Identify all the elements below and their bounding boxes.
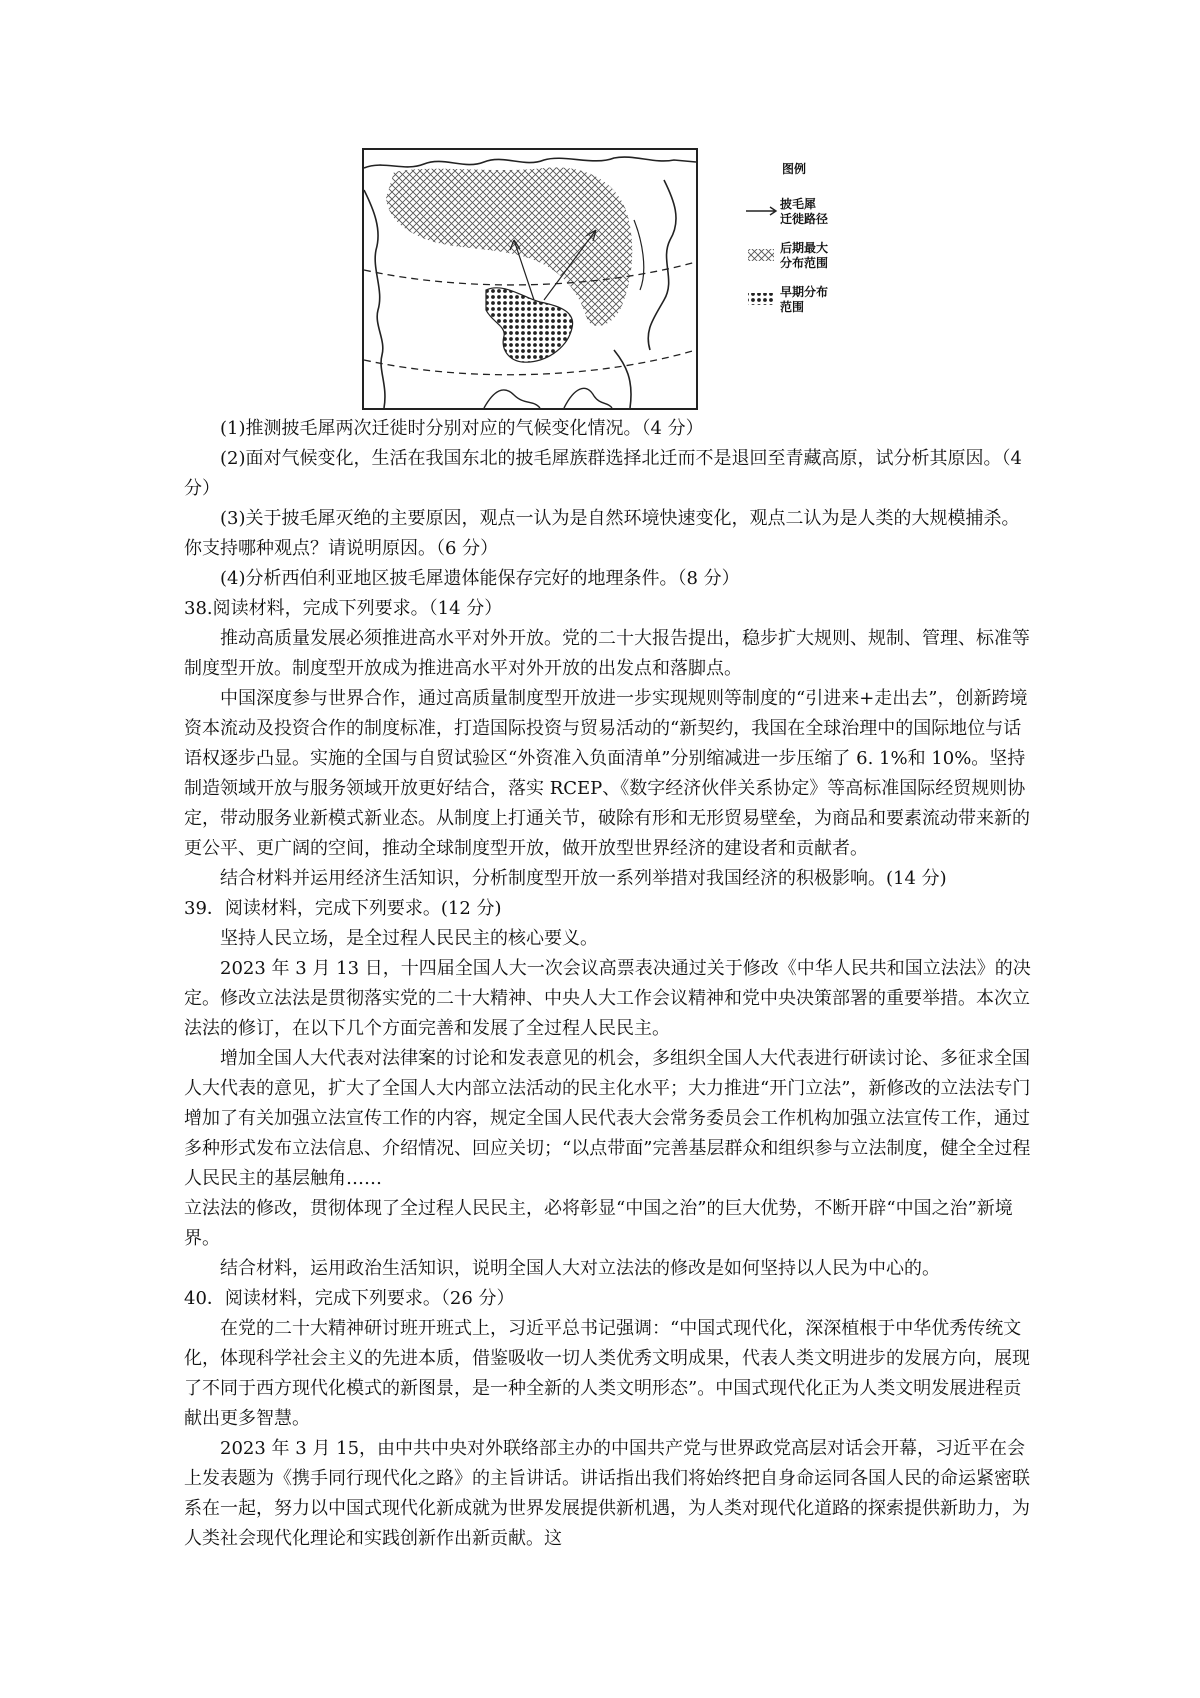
legend-label-line: 迁徙路径 — [780, 212, 829, 226]
legend-label-line: 披毛犀 — [780, 197, 817, 211]
map-drawing — [364, 150, 696, 408]
question-39-paragraph: 坚持人民立场，是全过程人民民主的核心要义。 — [220, 928, 598, 949]
figure — [362, 148, 882, 410]
legend-label-line: 早期分布 — [780, 285, 829, 299]
map-legend — [744, 160, 874, 329]
question-38-paragraph: 中国深度参与世界合作，通过高质量制度型开放进一步实现规则等制度的“引进来+走出去”，创新跨境资本流动及投资合作的制度标准，打造国际投资与贸易活动的“新契约，我国在全球治理中的国际地位与话语权逐步凸显。实施的全国与自贸试验区“外资准入负面清单”分别缩减进一步压缩了 6. 1%和 10%。坚持制造领域开放与服务领域开放更好结合，落实 RCEP、《数字经济伙伴关系协定》等高标准国际经贸规则协定，带动服务业新模式新业态。从制度上打通关节，破除有形和无形贸易壁垒，为商品和要素流动带来新的更公平、更广阔的空间，推动全球制度型开放，做开放型世界经济的建设者和贡献者。 — [184, 688, 1030, 859]
question-39-paragraph: 2023 年 3 月 13 日，十四届全国人大一次会议高票表决通过关于修改《中华人民共和国立法法》的决定。修改立法法是贯彻落实党的二十大精神、中央人大工作会议精神和党中央决策部署的重要举措。本次立法法的修订，在以下几个方面完善和发展了全过程人民民主。 — [184, 958, 1031, 1039]
arrow-icon — [744, 197, 780, 223]
asia-map — [362, 148, 698, 410]
question-37-2: (2)面对气候变化，生活在我国东北的披毛犀族群选择北迁而不是退回至青藏高原，试分析其原因。（4 分） — [184, 448, 1022, 499]
question-38-prompt: 结合材料并运用经济生活知识，分析制度型开放一系列举措对我国经济的积极影响。(14 分) — [220, 868, 947, 889]
question-40-paragraph: 2023 年 3 月 15，由中共中央对外联络部主办的中国共产党与世界政党高层对话会开幕，习近平在会上发表题为《携手同行现代化之路》的主旨讲话。讲话指出我们将始终把自身命运同各国人民的命运紧密联系在一起，努力以中国式现代化新成就为世界发展提供新机遇，为人类对现代化道路的探索提供新助力，为人类社会现代化理论和实践创新作出新贡献。这 — [184, 1438, 1030, 1549]
legend-item-later-range — [744, 241, 874, 271]
legend-item-early-range — [744, 285, 874, 315]
legend-label-line: 后期最大 — [780, 241, 829, 255]
legend-label-line: 分布范围 — [780, 256, 829, 270]
question-39-prompt: 结合材料，运用政治生活知识，说明全国人大对立法法的修改是如何坚持以人民为中心的。 — [220, 1258, 940, 1279]
question-40-heading: 40．阅读材料，完成下列要求。（26 分） — [184, 1288, 515, 1309]
legend-title: 图例 — [782, 162, 807, 176]
question-38-heading: 38.阅读材料，完成下列要求。（14 分） — [184, 598, 503, 619]
legend-label-line: 范围 — [780, 300, 805, 314]
question-38-paragraph: 推动高质量发展必须推进高水平对外开放。党的二十大报告提出，稳步扩大规则、规制、管理、标准等制度型开放。制度型开放成为推进高水平对外开放的出发点和落脚点。 — [184, 628, 1030, 679]
crosshatch-icon — [744, 241, 780, 267]
question-37-4: (4)分析西伯利亚地区披毛犀遗体能保存完好的地理条件。（8 分） — [220, 568, 740, 589]
question-37-3: (3)关于披毛犀灭绝的主要原因，观点一认为是自然环境快速变化，观点二认为是人类的大规模捕杀。你支持哪种观点？请说明原因。（6 分） — [184, 508, 1020, 559]
question-39-paragraph: 立法法的修改，贯彻体现了全过程人民民主，必将彰显“中国之治”的巨大优势，不断开辟“中国之治”新境界。 — [184, 1198, 1013, 1249]
document-body — [184, 414, 1032, 1554]
question-39-heading: 39．阅读材料，完成下列要求。(12 分) — [184, 898, 502, 919]
legend-item-migration — [744, 197, 874, 227]
question-37-1: (1)推测披毛犀两次迁徙时分别对应的气候变化情况。（4 分） — [220, 418, 704, 439]
question-40-paragraph: 在党的二十大精神研讨班开班式上，习近平总书记强调：“中国式现代化，深深植根于中华优秀传统文化，体现科学社会主义的先进本质，借鉴吸收一切人类优秀文明成果，代表人类文明进步的发展方向，展现了不同于西方现代化模式的新图景，是一种全新的人类文明形态”。中国式现代化正为人类文明发展进程贡献出更多智慧。 — [184, 1318, 1030, 1429]
dots-icon — [744, 285, 780, 311]
question-39-paragraph: 增加全国人大代表对法律案的讨论和发表意见的机会，多组织全国人大代表进行研读讨论、多征求全国人大代表的意见，扩大了全国人大内部立法活动的民主化水平；大力推进“开门立法”，新修改的立法法专门增加了有关加强立法宣传工作的内容，规定全国人民代表大会常务委员会工作机构加强立法宣传工作，通过多种形式发布立法信息、介绍情况、回应关切；“以点带面”完善基层群众和组织参与立法制度，健全全过程人民民主的基层触角…… — [184, 1048, 1031, 1189]
